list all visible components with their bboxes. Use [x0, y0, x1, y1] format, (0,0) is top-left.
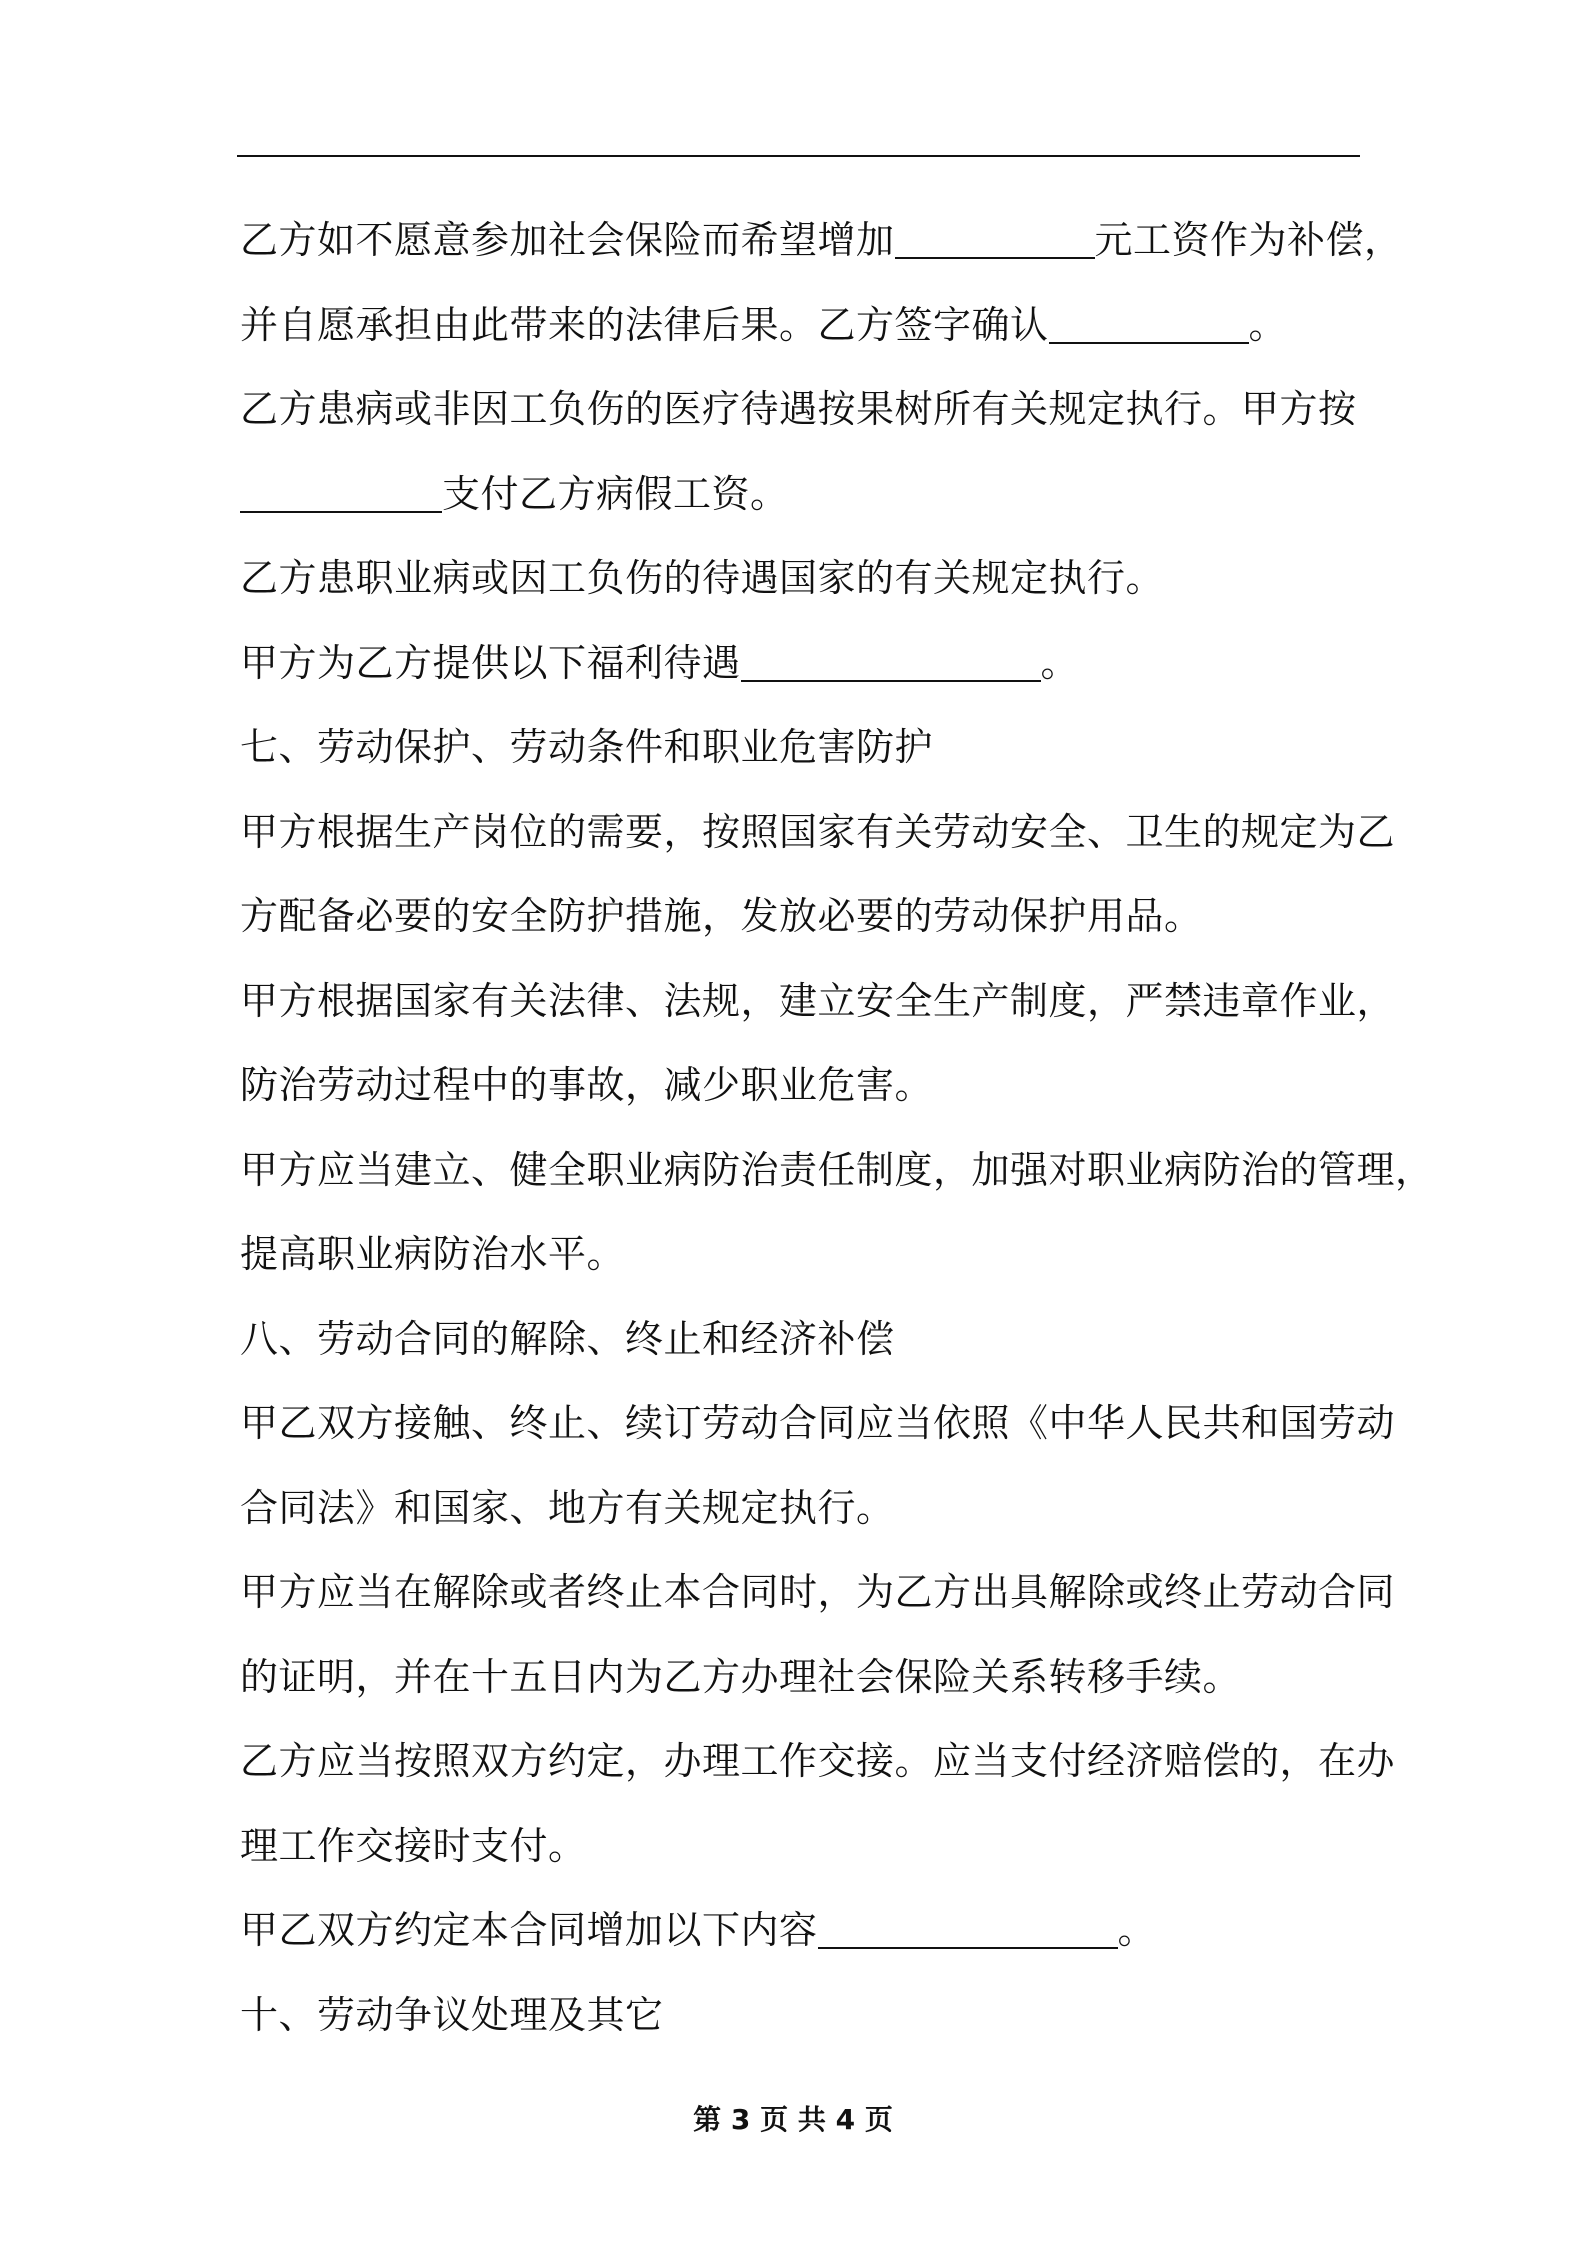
paragraph-line: 乙方患职业病或因工负伤的待遇国家的有关规定执行。	[240, 556, 1165, 600]
document-body	[240, 198, 1434, 2057]
paragraph-line: 甲方应当建立、健全职业病防治责任制度，加强对职业病防治的管理，	[240, 1147, 1434, 1192]
paragraph-line: 甲方根据国家有关法律、法规，建立安全生产制度，严禁违章作业，	[240, 978, 1396, 1023]
current-page-number: 3	[730, 2103, 751, 2136]
paragraph-line: 并自愿承担由此带来的法律后果。乙方签字确认 。	[240, 283, 1360, 368]
fill-in-blank	[240, 467, 442, 513]
paragraph-line: 合同法》和国家、地方有关规定执行。	[240, 1485, 895, 1530]
paragraph-line: 乙方患病或非因工负伤的医疗待遇按果树所有关规定执行。甲方按	[240, 387, 1357, 431]
paragraph-line: 甲方根据生产岗位的需要，按照国家有关劳动安全、卫生的规定为乙	[240, 809, 1396, 854]
paragraph-line: 理工作交接时支付。	[240, 1823, 587, 1868]
header-rule	[237, 155, 1360, 157]
fill-in-blank	[818, 1903, 1118, 1949]
paragraph-line: 提高职业病防治水平。	[240, 1232, 626, 1276]
page-number-footer: 第 3 页 共 4 页	[693, 2103, 893, 2136]
signature-blank	[1049, 298, 1249, 344]
paragraph-line: 甲方为乙方提供以下福利待遇 。	[240, 621, 1360, 706]
section-heading: 八、劳动合同的解除、终止和经济补偿	[240, 1316, 895, 1361]
section-heading: 七、劳动保护、劳动条件和职业危害防护	[240, 725, 934, 769]
fill-in-blank	[895, 213, 1095, 259]
section-heading: 十、劳动争议处理及其它	[240, 1992, 664, 2037]
paragraph-line: 乙方应当按照双方约定，办理工作交接。应当支付经济赔偿的，在办	[240, 1739, 1396, 1783]
paragraph-line: 防治劳动过程中的事故，减少职业危害。	[240, 1063, 934, 1107]
paragraph-line: 甲乙双方接触、终止、续订劳动合同应当依照《中华人民共和国劳动	[240, 1401, 1396, 1445]
paragraph-line: 的证明，并在十五日内为乙方办理社会保险关系转移手续。	[240, 1654, 1242, 1699]
paragraph-line: 乙方如不愿意参加社会保险而希望增加 元工资作为补偿，	[240, 198, 1360, 283]
total-page-count: 4	[835, 2103, 856, 2136]
paragraph-line: 方配备必要的安全防护措施，发放必要的劳动保护用品。	[240, 894, 1203, 938]
fill-in-blank	[741, 636, 1041, 682]
paragraph-line: 甲乙双方约定本合同增加以下内容 。	[240, 1888, 1360, 1973]
paragraph-line: 甲方应当在解除或者终止本合同时，为乙方出具解除或终止劳动合同	[240, 1570, 1396, 1614]
paragraph-line: 支付乙方病假工资。	[240, 452, 1360, 537]
